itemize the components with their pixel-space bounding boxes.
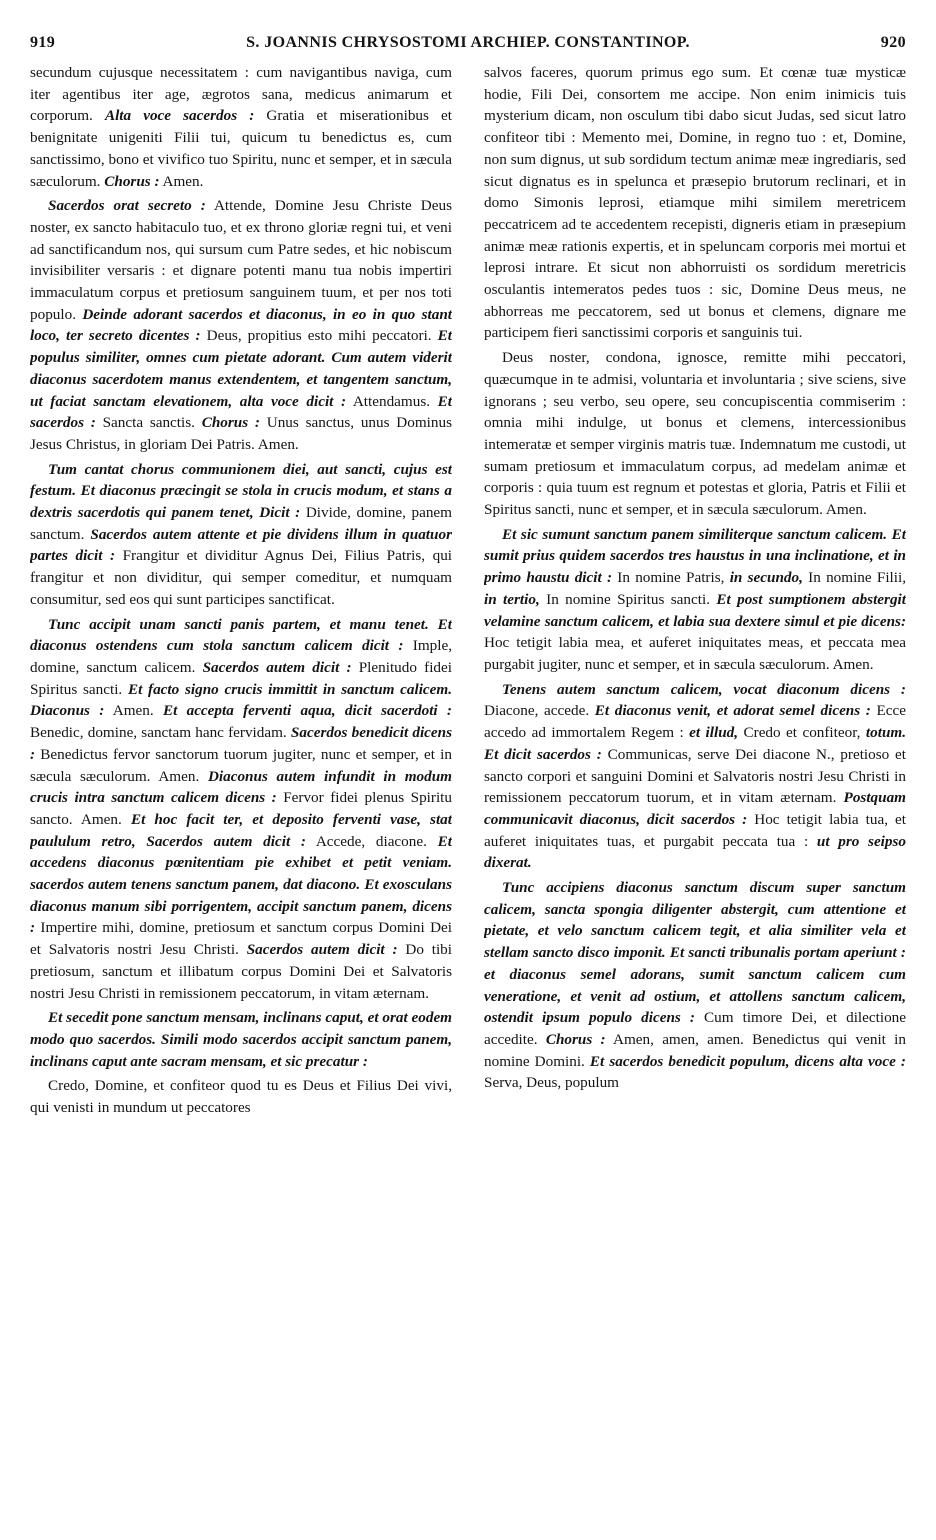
body-text: Credo, Domine, et confiteor quod tu es Deus et Filius Dei vivi, qui venisti in mundum ut peccatores <box>30 1077 452 1117</box>
body-text: Cum timore Dei, et dilectione accedite. <box>484 1009 906 1048</box>
rubric-text: Chorus : <box>545 1030 606 1048</box>
text-column-left <box>30 62 452 1532</box>
body-text: Ecce accedo ad immortalem Regem : <box>484 702 906 742</box>
body-text: Plenitudo fidei Spiritus sancti. <box>30 658 452 698</box>
body-text: Deus, propitius esto mihi peccatori. <box>200 327 438 345</box>
body-text: Fervor fidei plenus Spiritu sancto. Amen. <box>30 789 452 828</box>
paragraph <box>484 679 906 874</box>
body-text: Attendamus. <box>346 392 438 410</box>
rubric-text: in secundo, <box>729 569 803 587</box>
body-text: Benedictus fervor sanctorum tuorum jugiter, nunc et semper, et in sæcula sæculorum. Amen. <box>30 745 452 785</box>
paragraph <box>30 1007 452 1072</box>
paragraph <box>30 195 452 455</box>
body-text: Attende, Domine Jesu Christe Deus noster, ex sancto habitaculo tuo, et ex throno gloriæ regni tui, et veni ad sanctificandum nos, qui sursum cum Patre sedes, et hic nobiscum invisibiliter versaris : et dignare potenti manu tua nobis impertiri immaculatum corpus et pretiosum sanguinem tuum, et per nos toti populo. <box>30 197 452 323</box>
rubric-text: ut pro seipso dixerat. <box>484 832 906 872</box>
rubric-text: Et populus similiter, omnes cum pietate adorant. Cum autem viderit diaconus sacerdotem manus extendentem, et tangentem sanctum, ut faciat sanctam elevationem, alta voce dicit : <box>30 327 452 410</box>
rubric-text: Sacerdos autem dicit : <box>246 941 398 959</box>
body-text: Sancta sanctis. <box>95 414 202 432</box>
body-text: Benedic, domine, sanctam hanc fervidam. <box>30 724 291 742</box>
rubric-text: Tenens autem sanctum calicem, vocat diaconum dicens : <box>502 680 906 698</box>
rubric-text: Et secedit pone sanctum mensam, inclinans caput, et orat eodem modo quo sacerdos. Simili modo sacerdos accipit sanctum panem, inclinans caput ante sacram mensam, et sic precatur : <box>30 1009 452 1070</box>
body-text: In nomine Spiritus sancti. <box>539 590 717 608</box>
body-text: Hoc tetigit labia mea, et auferet iniquitates meas, et peccata mea purgabit jugiter, nunc et semper, et in sæcula sæculorum. Amen. <box>484 634 906 673</box>
body-text: Amen. <box>104 702 163 720</box>
rubric-text: Et accedens diaconus pœnitentiam pie exhibet et petit veniam. sacerdos autem tenens sanctum panem, dat diacono. Et exosculans diaconus manum sibi porrigentem, accipit sanctum panem, dicens : <box>30 832 452 937</box>
rubric-text: totum. Et dicit sacerdos : <box>484 724 906 763</box>
rubric-text: Postquam communicavit diaconus, dicit sacerdos : <box>484 789 906 828</box>
body-text: Imple, domine, sanctum calicem. <box>30 637 452 676</box>
body-text: Amen. <box>159 172 204 190</box>
body-text: Serva, Deus, populum <box>484 1074 619 1092</box>
rubric-text: Tum cantat chorus communionem diei, aut sancti, cujus est festum. Et diaconus præcingit se stola in crucis modum, et stans a dextris sacerdotis qui panem tenet, Dicit : <box>30 460 452 522</box>
running-header <box>30 34 906 58</box>
rubric-text: Sacerdos benedicit dicens : <box>30 724 452 763</box>
body-text: Diacone, accede. <box>484 702 595 720</box>
body-text: Unus sanctus, unus Dominus Jesus Christus, in gloriam Dei Patris. Amen. <box>30 414 452 453</box>
running-title: S. JOANNIS CHRYSOSTOMI ARCHIEP. CONSTANTINOP. <box>246 34 690 51</box>
rubric-text: et illud, <box>689 724 739 742</box>
body-text: Accede, diacone. <box>305 832 438 850</box>
body-text: Impertire mihi, domine, pretiosum et sanctum corpus Domini Dei et Salvatoris nostri Jesu Christi. <box>30 919 452 959</box>
rubric-text: Tunc accipiens diaconus sanctum discum super sanctum calicem, sancta spongia diligenter abstergit, cum attentione et pietate, et velo sanctum calicem tegit, et alia similiter vela et stellam sancto disco imponit. Et sancti tribunalis portam aperiunt : et diaconus semel adorans, sumit sanctum calicem cum veneratione, et venit ad ostium, et attollens sanctum calicem, ostendit ipsum populo dicens : <box>484 879 906 1027</box>
rubric-text: Et sic sumunt sanctum panem similiterque sanctum calicem. Et sumit prius quidem sacerdos tres haustus in una inclinatione, et in primo haustu dicit : <box>484 525 906 587</box>
rubric-text: Chorus : <box>104 172 160 190</box>
rubric-text: Diaconus autem infundit in modum crucis intra sanctum calicem dicens : <box>30 767 452 807</box>
rubric-text: Et post sumptionem abstergit velamine sanctum calicem, et labia sua dextere simul et pie dicens: <box>484 590 906 630</box>
paragraph <box>484 347 906 521</box>
rubric-text: Et facto signo crucis immittit in sanctum calicem. Diaconus : <box>30 680 452 720</box>
body-text: In nomine Filii, <box>802 569 906 587</box>
body-text: Communicas, serve Dei diacone N., pretioso et sancto corpori et sanguini Domini et Salvatoris nostri Jesu Christi in remissionem peccatorum tuorum, et in vitam æternam. <box>484 745 906 807</box>
rubric-text: Deinde adorant sacerdos et diaconus, in eo in quo stant loco, ter secreto dicentes : <box>30 305 452 345</box>
rubric-text: Et diaconus venit, et adorat semel dicens : <box>594 702 871 720</box>
rubric-text: Et sacerdos benedicit populum, dicens alta voce : <box>589 1052 906 1070</box>
body-text: Amen, amen, amen. Benedictus qui venit in nomine Domini. <box>484 1030 906 1070</box>
paragraph <box>484 62 906 344</box>
rubric-text: Alta voce sacerdos : <box>104 107 255 125</box>
body-text: In nomine Patris, <box>612 569 730 587</box>
body-text: Do tibi pretiosum, sanctum et illibatum corpus Domini Dei et Salvatoris nostri Jesu Christi in remissionem peccatorum, in vitam æternam. <box>30 941 452 1002</box>
body-text: Credo et confiteor, <box>738 724 866 742</box>
rubric-text: Chorus : <box>201 414 260 432</box>
paragraph <box>30 1075 452 1118</box>
text-column-right <box>484 62 906 1532</box>
rubric-text: Sacerdos autem dicit : <box>202 658 352 676</box>
paragraph <box>484 524 906 676</box>
paragraph <box>30 614 452 1005</box>
body-text: salvos faceres, quorum primus ego sum. Et cœnæ tuæ mysticæ hodie, Fili Dei, consortem me accipe. Non enim inimicis tuis mysterium dicam, non osculum tibi dabo sicut Judas, sed sicut latro confiteor tibi : Memento mei, Domine, in regno tuo : et, Domine, non sum dignus, ut sub sordidum tectum animæ meæ ingrediaris, sed sicut dignatus es in spelunca et præsepio brutorum reclinari, et in domo Simonis leprosi, etiamque mihi similem meretricem peccatricem ad te accedentem recepisti, digneris etiam in præsepium animæ meæ rationis expertis, et in speluncam corporis mei mortui et leprosi intrare. Et sicut non abhorruisti os sordidum meretricis osculantis intemeratos pedes tuos : sic, Domine Deus meus, ne abhorreas me peccatorem, sed ut bonus et clemens, dignare me participem fieri sanctissimi corporis et sanguinis tui. <box>484 64 906 342</box>
rubric-text: in tertio, <box>484 590 540 608</box>
rubric-text: Sacerdos orat secreto : <box>48 197 206 215</box>
body-text: Gratia et miserationibus et benignitate unigeniti Filii tui, quicum tu benedictus es, cum sanctissimo, bono et vivifico tuo Spiritu, nunc et semper, et in sæcula sæculorum. <box>30 107 452 190</box>
paragraph <box>484 877 906 1094</box>
rubric-text: Sacerdos autem attente et pie dividens illum in quatuor partes dicit : <box>30 525 452 565</box>
rubric-text: Tunc accipit unam sancti panis partem, et manu tenet. Et diaconus ostendens cum stola sanctum calicem dicit : <box>30 615 452 655</box>
body-text: Frangitur et dividitur Agnus Dei, Filius Patris, qui frangitur et non dividitur, qui semper comeditur, et numquam consumitur, sed eos qui sunt participes sanctificat. <box>30 547 452 608</box>
paragraph <box>30 459 452 611</box>
body-text: Divide, domine, panem sanctum. <box>30 504 452 543</box>
body-text: Deus noster, condona, ignosce, remitte mihi peccatori, quæcumque in te admisi, voluntaria et involuntaria ; sive sciens, sive ignorans ; seu verbo, seu opere, seu concupiscentia commiserim : omnia mihi indulge, ut bonus et clemens, intercessionibus intemeratæ et semper virginis matris tuæ. Indemnatum me custodi, ut sumam pretiosum et immaculatum corpus, ad medelam animæ et corporis : quia tuum est regnum et potestas et gloria, Patris et Filii et Spiritus sancti, nunc et semper, et in sæcula sæculorum. Amen. <box>484 349 906 519</box>
rubric-text: Et accepta ferventi aqua, dicit sacerdoti : <box>162 702 452 720</box>
body-text: Hoc tetigit labia tua, et auferet iniquitates tuas, et purgabit peccata tua : <box>484 810 906 850</box>
rubric-text: Et hoc facit ter, et deposito ferventi vase, stat paululum retro, Sacerdos autem dicit : <box>30 810 452 850</box>
page-number-left: 919 <box>30 34 56 51</box>
body-text: secundum cujusque necessitatem : cum navigantibus naviga, cum iter agentibus iter age, ægrotos sana, medicus animarum et corporum. <box>30 64 452 125</box>
rubric-text: Et sacerdos : <box>30 392 452 432</box>
page-number-right: 920 <box>880 34 906 51</box>
paragraph <box>30 62 452 192</box>
